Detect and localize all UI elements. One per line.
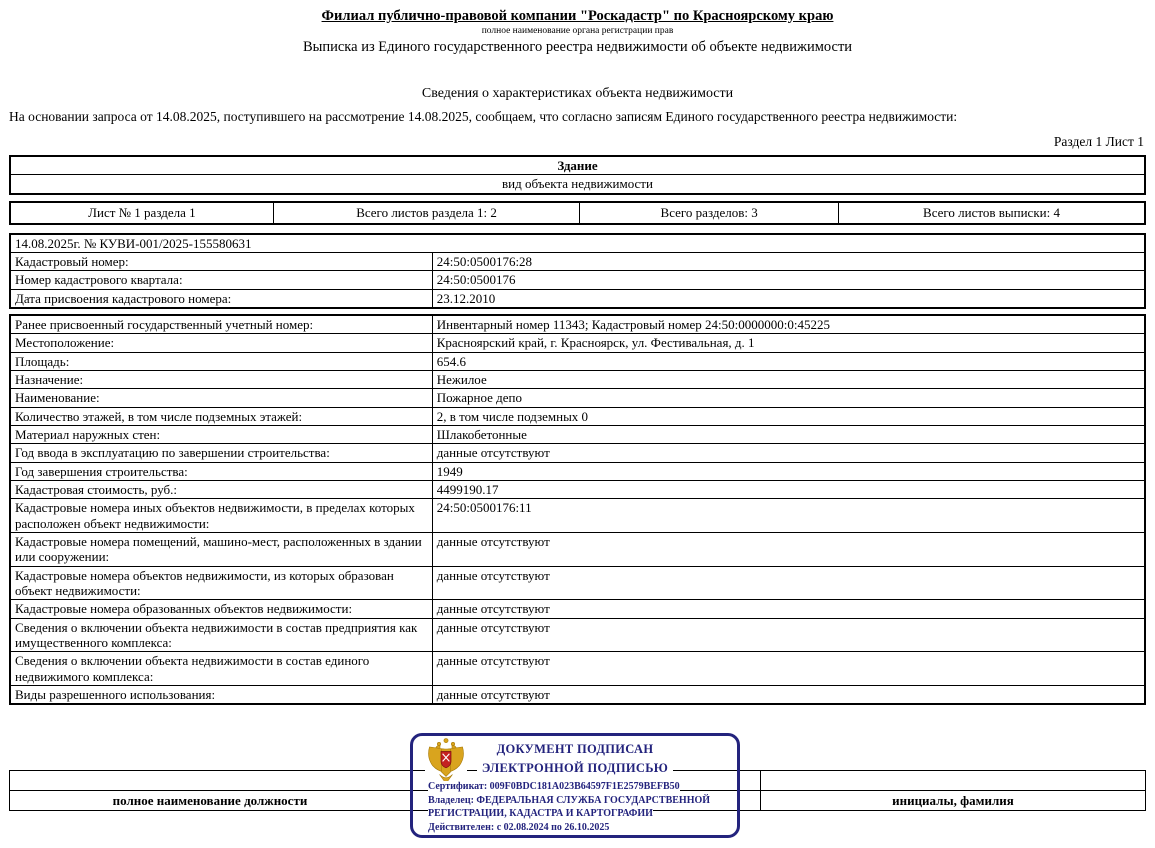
table-row (10, 462, 1145, 480)
object-type-table (9, 155, 1146, 195)
row-value: Инвентарный номер 11343; Кадастровый номер 24:50:0000000:0:45225 (432, 315, 1145, 334)
row-value: 4499190.17 (432, 480, 1145, 498)
signature-area (9, 733, 1146, 845)
object-kind-caption: вид объекта недвижимости (10, 175, 1145, 194)
row-value: Красноярский край, г. Красноярск, ул. Фестивальная, д. 1 (432, 334, 1145, 352)
table-row (10, 600, 1145, 618)
row-value: данные отсутствуют (432, 618, 1145, 652)
row-value: 24:50:0500176:28 (432, 252, 1145, 270)
table-row (10, 289, 1145, 308)
signature-line-cell (760, 771, 1145, 791)
digital-signature-stamp (410, 733, 740, 838)
table-row (10, 566, 1145, 600)
row-label: Кадастровая стоимость, руб.: (10, 480, 432, 498)
position-name-label: полное наименование должности (10, 791, 411, 811)
row-value: данные отсутствуют (432, 600, 1145, 618)
row-label: Год ввода в эксплуатацию по завершении строительства: (10, 444, 432, 462)
row-label: Дата присвоения кадастрового номера: (10, 289, 432, 308)
row-value: 1949 (432, 462, 1145, 480)
table-row (10, 499, 1145, 533)
row-value: Пожарное депо (432, 389, 1145, 407)
stamp-certificate: Сертификат: 009F0BDC181A023B64597F1E2579BEFB50 (428, 781, 680, 792)
row-label: Номер кадастрового квартала: (10, 271, 432, 289)
row-label: Кадастровые номера иных объектов недвижимости, в пределах которых расположен объект недвижимости: (10, 499, 432, 533)
row-value: Нежилое (432, 370, 1145, 388)
row-value: 23.12.2010 (432, 289, 1145, 308)
row-label: Кадастровые номера образованных объектов недвижимости: (10, 600, 432, 618)
org-caption: полное наименование органа регистрации прав (481, 26, 674, 36)
row-value: 24:50:0500176:11 (432, 499, 1145, 533)
sheet-info-cell: Всего листов выписки: 4 (839, 202, 1145, 224)
row-label: Ранее присвоенный государственный учетный номер: (10, 315, 432, 334)
object-kind: Здание (10, 156, 1145, 175)
row-value: данные отсутствуют (432, 566, 1145, 600)
stamp-owner: Владелец: ФЕДЕРАЛЬНАЯ СЛУЖБА ГОСУДАРСТВЕННОЙ РЕГИСТРАЦИИ, КАДАСТРА И КАРТОГРАФИИ (428, 795, 711, 819)
intro-paragraph: На основании запроса от 14.08.2025, поступившего на рассмотрение 14.08.2025, сообщаем, что согласно записям Единого государственного реестра недвижимости: (9, 109, 958, 124)
sheet-info-cell: Лист № 1 раздела 1 (10, 202, 273, 224)
table-row (10, 685, 1145, 704)
stamp-validity: Действителен: с 02.08.2024 по 26.10.2025 (428, 822, 610, 833)
table-row (10, 370, 1145, 388)
table-row (10, 334, 1145, 352)
table-row (10, 202, 1145, 224)
stamp-title-line1: ДОКУМЕНТ ПОДПИСАН (413, 742, 737, 757)
section-title: Сведения о характеристиках объекта недвижимости (421, 86, 734, 101)
row-value: 654.6 (432, 352, 1145, 370)
table-row (10, 444, 1145, 462)
table-row (10, 156, 1145, 175)
table-row (10, 618, 1145, 652)
table-row (10, 652, 1145, 686)
signature-line-cell (10, 771, 411, 791)
row-value: данные отсутствуют (432, 444, 1145, 462)
sheet-info-table (9, 201, 1146, 225)
row-label: Виды разрешенного использования: (10, 685, 432, 704)
table-row (10, 315, 1145, 334)
row-value: данные отсутствуют (432, 652, 1145, 686)
row-label: Назначение: (10, 370, 432, 388)
org-name: Филиал публично-правовой компании "Роскадастр" по Красноярскому краю (321, 8, 834, 24)
sheet-info-cell: Всего разделов: 3 (580, 202, 839, 224)
table-row (10, 352, 1145, 370)
row-label: Материал наружных стен: (10, 425, 432, 443)
row-value: Шлакобетонные (432, 425, 1145, 443)
row-label: Местоположение: (10, 334, 432, 352)
row-label: Кадастровые номера объектов недвижимости, из которых образован объект недвижимости: (10, 566, 432, 600)
row-label: Наименование: (10, 389, 432, 407)
razdel-sheet-label: Раздел 1 Лист 1 (1053, 134, 1144, 149)
table-row (10, 271, 1145, 289)
object-details-table (9, 314, 1146, 705)
row-label: Сведения о включении объекта недвижимости в состав предприятия как имущественного комплекса: (10, 618, 432, 652)
initials-surname-label: инициалы, фамилия (760, 791, 1145, 811)
table-row (10, 175, 1145, 194)
sheet-info-cell: Всего листов раздела 1: 2 (273, 202, 579, 224)
stamp-title-line2: ЭЛЕКТРОННОЙ ПОДПИСЬЮ (413, 761, 737, 776)
row-label: Сведения о включении объекта недвижимости в состав единого недвижимого комплекса: (10, 652, 432, 686)
table-row (10, 532, 1145, 566)
row-value: данные отсутствуют (432, 685, 1145, 704)
row-label: Площадь: (10, 352, 432, 370)
table-row (10, 234, 1145, 253)
row-label: Количество этажей, в том числе подземных этажей: (10, 407, 432, 425)
table-row (10, 389, 1145, 407)
row-label: Год завершения строительства: (10, 462, 432, 480)
row-value: 24:50:0500176 (432, 271, 1145, 289)
row-label: Кадастровые номера помещений, машино-мест, расположенных в здании или сооружении: (10, 532, 432, 566)
row-label: Кадастровый номер: (10, 252, 432, 270)
row-value: данные отсутствуют (432, 532, 1145, 566)
doc-number: 14.08.2025г. № КУВИ-001/2025-155580631 (10, 234, 1145, 253)
table-row (10, 252, 1145, 270)
row-value: 2, в том числе подземных 0 (432, 407, 1145, 425)
table-row (10, 480, 1145, 498)
document-title: Выписка из Единого государственного реестра недвижимости об объекте недвижимости (302, 39, 853, 55)
cadastral-header-table (9, 233, 1146, 309)
table-row (10, 425, 1145, 443)
table-row (10, 407, 1145, 425)
